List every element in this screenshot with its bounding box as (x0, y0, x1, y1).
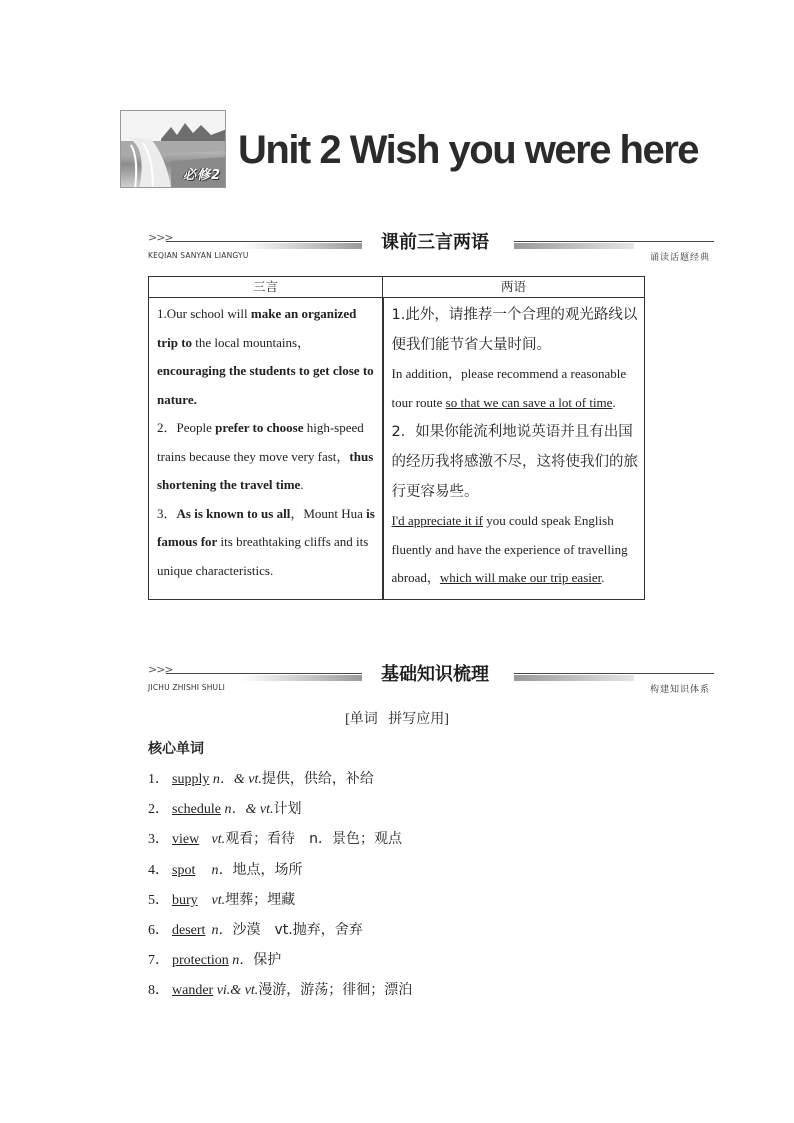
definition: 漫游，游荡；徘徊；漂泊 (258, 982, 413, 999)
word-item (148, 975, 412, 1005)
definition: 地点，场所 (232, 861, 303, 878)
word-list (148, 764, 412, 1006)
word-item (148, 945, 412, 975)
translation-2-chinese: 2．如果你能流利地说英语并且有出国的经历我将感激不尽，这将使我们的旅行更容易些。 (391, 424, 638, 500)
item-number: 1． (148, 772, 169, 787)
sentence-3: 3．As is known to us all，Mount Hua is famous for its breathtaking cliffs and its unique characteristics. (157, 505, 375, 578)
unit-title: Unit 2 Wish you were here (238, 128, 699, 172)
vocab-word: protection (172, 953, 229, 969)
part-of-speech: vi.& vt. (216, 983, 259, 999)
divider (166, 241, 362, 242)
sentence-1: 1.Our school will make an organized trip to the local mountains，encouraging the students to get close to nature. (157, 306, 374, 407)
definition: 保护 (253, 952, 282, 969)
divider (166, 673, 362, 674)
right-sentences-cell (383, 298, 645, 600)
definition: 沙漠 vt.抛弃，舍弃 (232, 921, 363, 938)
sentence-table (148, 276, 645, 600)
part-of-speech: n．& vt. (224, 802, 274, 818)
chevrons-icon: >>> (148, 231, 173, 244)
section-title: 基础知识梳理 (381, 664, 489, 685)
item-number: 7． (148, 953, 169, 969)
section-banner-preview (148, 230, 714, 266)
vocab-word: desert (172, 922, 206, 938)
translation-1-english: In addition，please recommend a reasonable tour route so that we can save a lot of time. (391, 366, 627, 410)
definition: 观看；看待 n．景色；观点 (225, 831, 402, 848)
section-pinyin: KEQIAN SANYAN LIANGYU (148, 251, 249, 260)
word-item (148, 764, 412, 794)
word-item (148, 794, 412, 824)
badge-label: 必修2 (182, 168, 221, 183)
divider (514, 241, 714, 242)
divider (514, 675, 634, 681)
column-header-left: 三言 (149, 277, 383, 298)
sentence-2: 2．People prefer to choose high-speed trains because they move very fast，thus shortening the travel time. (157, 420, 374, 492)
translation-1-chinese: 1.此外，请推荐一个合理的观光路线以便我们能节省大量时间。 (391, 307, 638, 353)
part-of-speech: n． (232, 953, 254, 969)
part-of-speech: n． (211, 922, 233, 938)
vocab-word: spot (172, 862, 196, 878)
vocab-word: view (172, 832, 200, 848)
definition: 计划 (273, 801, 302, 818)
word-item (148, 915, 412, 945)
part-of-speech: vt. (211, 892, 226, 908)
definition: 埋葬；埋藏 (225, 891, 296, 908)
vocab-word: supply (172, 772, 210, 787)
item-number: 2． (148, 802, 169, 818)
part-of-speech: n．& vt. (212, 772, 262, 787)
part-of-speech: n． (211, 862, 233, 878)
section-subtitle: 诵读话题经典 (649, 253, 710, 263)
item-number: 5． (148, 892, 169, 908)
vocab-word: schedule (172, 802, 221, 818)
item-number: 4． (148, 862, 169, 878)
definition: 提供，供给，补给 (261, 771, 374, 787)
divider (240, 675, 362, 681)
word-item (148, 855, 412, 885)
section-banner-basics (148, 662, 714, 698)
vocab-word: bury (172, 892, 198, 908)
subsection-heading: [单词 拼写应用] (345, 711, 449, 727)
unit-badge-image (120, 110, 226, 188)
translation-2-english: I'd appreciate it if you could speak English fluently and have the experience of travelling abroad，which will make our trip easier. (391, 513, 628, 585)
divider (514, 243, 634, 249)
section-title: 课前三言两语 (381, 232, 489, 253)
section-pinyin: JICHU ZHISHI SHULI (148, 683, 226, 692)
left-sentences-cell (149, 298, 383, 600)
section-subtitle: 构建知识体系 (649, 685, 710, 695)
word-item (148, 885, 412, 915)
chevrons-icon: >>> (148, 663, 173, 676)
part-of-speech: vt. (211, 832, 226, 848)
column-header-right: 两语 (383, 277, 645, 298)
word-item (148, 824, 412, 854)
item-number: 8． (148, 983, 169, 999)
core-words-label: 核心单词 (148, 741, 204, 757)
item-number: 6． (148, 922, 169, 938)
divider (514, 673, 714, 674)
divider (240, 243, 362, 249)
vocab-word: wander (172, 983, 214, 999)
item-number: 3． (148, 832, 169, 848)
